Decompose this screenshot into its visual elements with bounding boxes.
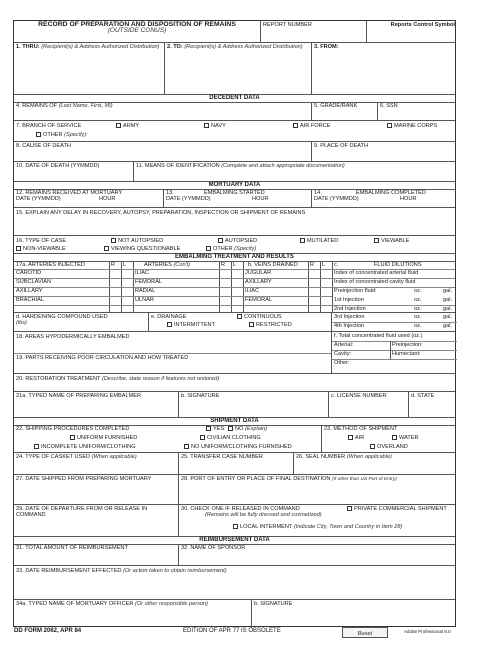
- grade-rank-field[interactable]: 5. GRADE/RANK: [312, 102, 378, 120]
- to-field[interactable]: 2. TO: (Recipient(s) & Address Authorized Distribution): [165, 43, 312, 94]
- form-header: [14, 21, 455, 43]
- hardening-compound-field[interactable]: d. HARDENING COMPOUND USED (lbs): [14, 313, 149, 331]
- other-case-checkbox[interactable]: OTHER (Specify): [204, 246, 258, 252]
- fluid-third-injection[interactable]: 3rd Injection oz. gal.: [334, 314, 453, 320]
- navy-checkbox[interactable]: NAVY: [202, 123, 228, 129]
- shipping-no-checkbox[interactable]: NO (Explain): [228, 426, 267, 432]
- ssn-field[interactable]: 6. SSN: [380, 103, 398, 109]
- restoration-field[interactable]: 20. RESTORATION TREATMENT (Describe, state reason if features not restored): [14, 374, 455, 392]
- air-checkbox[interactable]: AIR: [348, 435, 364, 441]
- other-total-field[interactable]: Other:: [334, 360, 350, 366]
- intermittent-checkbox[interactable]: INTERMITTENT: [167, 322, 215, 328]
- artery-ulnar: ULNAR: [135, 297, 154, 303]
- transfer-case-number-field[interactable]: 25. TRANSFER CASE NUMBER: [179, 453, 294, 474]
- form-number: DD FORM 2062, APR 84: [14, 628, 82, 634]
- cause-of-death-field[interactable]: 8. CAUSE OF DEATH: [14, 142, 312, 161]
- total-fluid-panel: f. Total concentrated fluid used (oz.) Arterial: Preinjection: Cavity: Humectant: Other:: [332, 332, 457, 373]
- from-field[interactable]: 3. FROM:: [314, 44, 339, 50]
- date-shipped-field[interactable]: 27. DATE SHIPPED FROM PREPARING MORTUARY: [14, 475, 179, 504]
- method-of-shipment-field: 23. METHOD OF SHIPMENT AIR WATER OVERLAND: [324, 426, 419, 450]
- form-title: RECORD OF PREPARATION AND DISPOSITION OF REMAINS: [38, 21, 236, 28]
- viewing-questionable-checkbox[interactable]: VIEWING QUESTIONABLE: [102, 246, 182, 252]
- place-of-death-field[interactable]: 9. PLACE OF DEATH: [314, 143, 368, 149]
- section-decedent-data: DECEDENT DATA: [14, 95, 455, 103]
- branch-of-service-row: 7. BRANCH OF SERVICE ARMY NAVY AIR FORCE MARINE CORPS OTHER (Specify):: [14, 121, 455, 142]
- date-of-departure-field[interactable]: 29. DATE OF DEPARTURE FROM OR RELEASE IN COMMAND: [14, 505, 179, 536]
- vein-femoral: FEMORAL: [245, 297, 273, 303]
- date-of-death-field[interactable]: 10. DATE OF DEATH (YYMMDD): [14, 162, 134, 181]
- uniform-furnished-checkbox[interactable]: UNIFORM FURNISHED: [70, 435, 137, 441]
- air-force-checkbox[interactable]: AIR FORCE: [291, 123, 332, 129]
- means-of-identification-field[interactable]: 11. MEANS OF IDENTIFICATION (Complete and attach appropriate documentation): [136, 163, 345, 169]
- section-reimbursement-data: REIMBURSEMENT DATA: [14, 537, 455, 545]
- fluid-arterial-index[interactable]: Index of concentrated arterial fluid: [334, 270, 419, 276]
- type-of-case-row: 16. TYPE OF CASE NOT AUTOPSIED AUTOPSIED MUTILATED VIEWABLE NON-VIEWABLE VIEWING QUESTIONABLE OTHER (Specify): [14, 236, 455, 254]
- port-of-entry-field[interactable]: 28. PORT OF ENTRY OR PLACE OF FINAL DESTINATION (If other than US Port of Entry): [181, 476, 397, 482]
- shipping-procedures-field: 22. SHIPPING PROCEDURES COMPLETED YES NO (Explain) UNIFORM FURNISHED CIVILIAN CLOTHING INCOMPLETE UNIFORM/CLOTHING NO UNIFORM/CLOTHING FURNISHED: [14, 425, 322, 452]
- embalming-completed-field[interactable]: 14. EMBALMING COMPLETED DATE (YYMMDD) HOUR: [314, 190, 426, 203]
- thru-field[interactable]: 1. THRU: (Recipient(s) & Address Authorized Distribution): [14, 43, 165, 94]
- mortuary-officer-signature-field[interactable]: b. SIGNATURE: [254, 601, 293, 607]
- humectant-total-field[interactable]: Humectant:: [392, 351, 421, 357]
- casket-type-field[interactable]: 24. TYPE OF CASKET USED (When applicable): [14, 453, 179, 474]
- section-embalming-treatment: EMBALMING TREATMENT AND RESULTS: [14, 254, 455, 262]
- vein-iliac: ILIAC: [245, 288, 259, 294]
- arterial-total-field[interactable]: Arterial:: [334, 342, 354, 348]
- viewable-checkbox[interactable]: VIEWABLE: [372, 238, 411, 244]
- preinjection-total-field[interactable]: Preinjection:: [392, 342, 423, 348]
- reimbursement-date-field[interactable]: 33. DATE REIMBURSEMENT EFFECTED (Or action taken to obtain reimbursement): [14, 566, 455, 600]
- artery-brachial: BRACHIAL: [16, 297, 44, 303]
- section-shipment-data: SHIPMENT DATA: [14, 418, 455, 426]
- drainage-field: e. DRAINAGE CONTINUOUS INTERMITTENT RESTRICTED: [149, 313, 332, 331]
- adobe-note: Adobe Professional 8.0: [404, 629, 451, 634]
- reports-control-symbol: Reports Control Symbol: [390, 22, 455, 28]
- sponsor-name-field[interactable]: 32. NAME OF SPONSOR: [181, 545, 246, 551]
- report-number-field[interactable]: REPORT NUMBER: [261, 21, 367, 42]
- form-subtitle: (OUTSIDE CONUS): [107, 27, 167, 35]
- remains-received-field[interactable]: 12. REMAINS RECEIVED AT MORTUARY DATE (YYMMDD) HOUR: [14, 189, 164, 207]
- embalmer-signature-field[interactable]: b. SIGNATURE: [179, 392, 329, 417]
- artery-axillary: AXILLARY: [16, 288, 43, 294]
- other-branch-checkbox[interactable]: OTHER (Specify):: [34, 132, 90, 138]
- mortuary-officer-name-field[interactable]: 34a. TYPED NAME OF MORTUARY OFFICER (Or other responsible person): [14, 600, 252, 628]
- reimbursement-amount-field[interactable]: 31. TOTAL AMOUNT OF REIMBURSEMENT: [14, 544, 179, 565]
- hypodermic-areas-field[interactable]: 18. AREAS HYPODERMICALLY EMBALMED: [16, 334, 130, 340]
- seal-number-field[interactable]: 26. SEAL NUMBER (When applicable): [296, 454, 392, 460]
- remains-of-field[interactable]: 4. REMAINS OF (Last Name, First, MI): [14, 102, 312, 120]
- non-viewable-checkbox[interactable]: NON-VIEWABLE: [14, 246, 68, 252]
- dd-form-2062: [13, 20, 456, 627]
- cavity-total-field[interactable]: Cavity:: [334, 351, 352, 357]
- local-interment-checkbox[interactable]: LOCAL INTERMENT (Indicate City, Town and Country in Item 28): [233, 524, 402, 530]
- vein-axillary: AXILLARY: [245, 279, 272, 285]
- restricted-checkbox[interactable]: RESTRICTED: [249, 322, 292, 328]
- delay-explanation-field[interactable]: 15. EXPLAIN ANY DELAY IN RECOVERY, AUTOPSY, PREPARATION, INSPECTION OR SHIPMENT OF REMAINS: [14, 208, 455, 236]
- fluid-second-injection[interactable]: 2nd Injection oz. gal.: [334, 306, 453, 312]
- poor-circulation-field[interactable]: 19. PARTS RECEIVING POOR CIRCULATION AND HOW TREATED: [16, 355, 189, 361]
- overland-checkbox[interactable]: OVERLAND: [370, 444, 408, 450]
- state-field[interactable]: d. STATE: [411, 393, 435, 399]
- artery-iliac: ILIAC: [135, 270, 149, 276]
- embalmer-name-field[interactable]: 21a. TYPED NAME OF PREPARING EMBALMER: [14, 392, 179, 417]
- water-checkbox[interactable]: WATER: [392, 435, 419, 441]
- fluid-first-injection[interactable]: 1st Injection oz. gal.: [334, 297, 453, 303]
- vein-jugular: JUGULAR: [245, 270, 272, 276]
- artery-subclavian: SUBCLAVIAN: [16, 279, 52, 285]
- private-commercial-checkbox[interactable]: PRIVATE COMMERCIAL SHIPMENT: [347, 506, 447, 512]
- artery-radial: RADIAL: [135, 288, 156, 294]
- army-checkbox[interactable]: ARMY: [114, 123, 141, 129]
- section-mortuary-data: MORTUARY DATA: [14, 182, 455, 190]
- edition-note: EDITION OF APR 77 IS OBSOLETE: [183, 628, 281, 634]
- embalming-started-field[interactable]: 13. EMBALMING STARTED DATE (YYMMDD) HOUR: [164, 189, 312, 207]
- license-number-field[interactable]: c. LICENSE NUMBER: [329, 392, 409, 417]
- not-autopsied-checkbox[interactable]: NOT AUTOPSIED: [109, 238, 165, 244]
- fluid-preinjection[interactable]: Preinjection fluid: oz. gal.: [334, 288, 453, 294]
- no-uniform-checkbox[interactable]: NO UNIFORM/CLOTHING FURNISHED: [184, 444, 292, 450]
- shipping-yes-checkbox[interactable]: YES: [206, 426, 224, 432]
- fluid-cavity-index[interactable]: Index of concentrated cavity fluid: [334, 279, 416, 285]
- incomplete-uniform-checkbox[interactable]: INCOMPLETE UNIFORM/CLOTHING: [34, 444, 135, 450]
- address-row: [14, 43, 455, 95]
- autopsied-checkbox[interactable]: AUTOPSIED: [216, 238, 259, 244]
- mutilated-checkbox[interactable]: MUTILATED: [298, 238, 340, 244]
- marine-corps-checkbox[interactable]: MARINE CORPS: [385, 123, 439, 129]
- civilian-clothing-checkbox[interactable]: CIVILIAN CLOTHING: [200, 435, 261, 441]
- artery-carotid: CAROTID: [16, 270, 42, 276]
- reset-button[interactable]: Reset: [342, 627, 388, 638]
- continuous-checkbox[interactable]: CONTINUOUS: [237, 314, 282, 320]
- fluid-fourth-injection[interactable]: 4th Injection oz. gal.: [334, 323, 453, 329]
- artery-femoral: FEMORAL: [135, 279, 163, 285]
- release-in-command-field: 30. CHECK ONE IF RELEASED IN COMMAND (Remains will be fully dressed and cosmetized) PRIVATE COMMERCIAL SHIPMENT LOCAL INTERMENT (Indicate City, Town and Country in Item 28): [181, 506, 447, 530]
- arteries-veins-table: 17a. ARTERIES INJECTED R L ARTERIES (Con't) R L b. VEINS DRAINED R L c. FLUID DILUTIONS CAROTID SUBCLAVIAN AXILLARY BRACHIAL ILIAC FEMORAL RADIAL ULNAR JUGULAR AXILLARY ILIAC FEMORAL Index of concentrated arterial fluid Index of concentrated cavity fluid Preinjection fluid: oz. gal. 1st Injection oz. gal. 2nd Injection oz. gal.: [14, 261, 455, 313]
